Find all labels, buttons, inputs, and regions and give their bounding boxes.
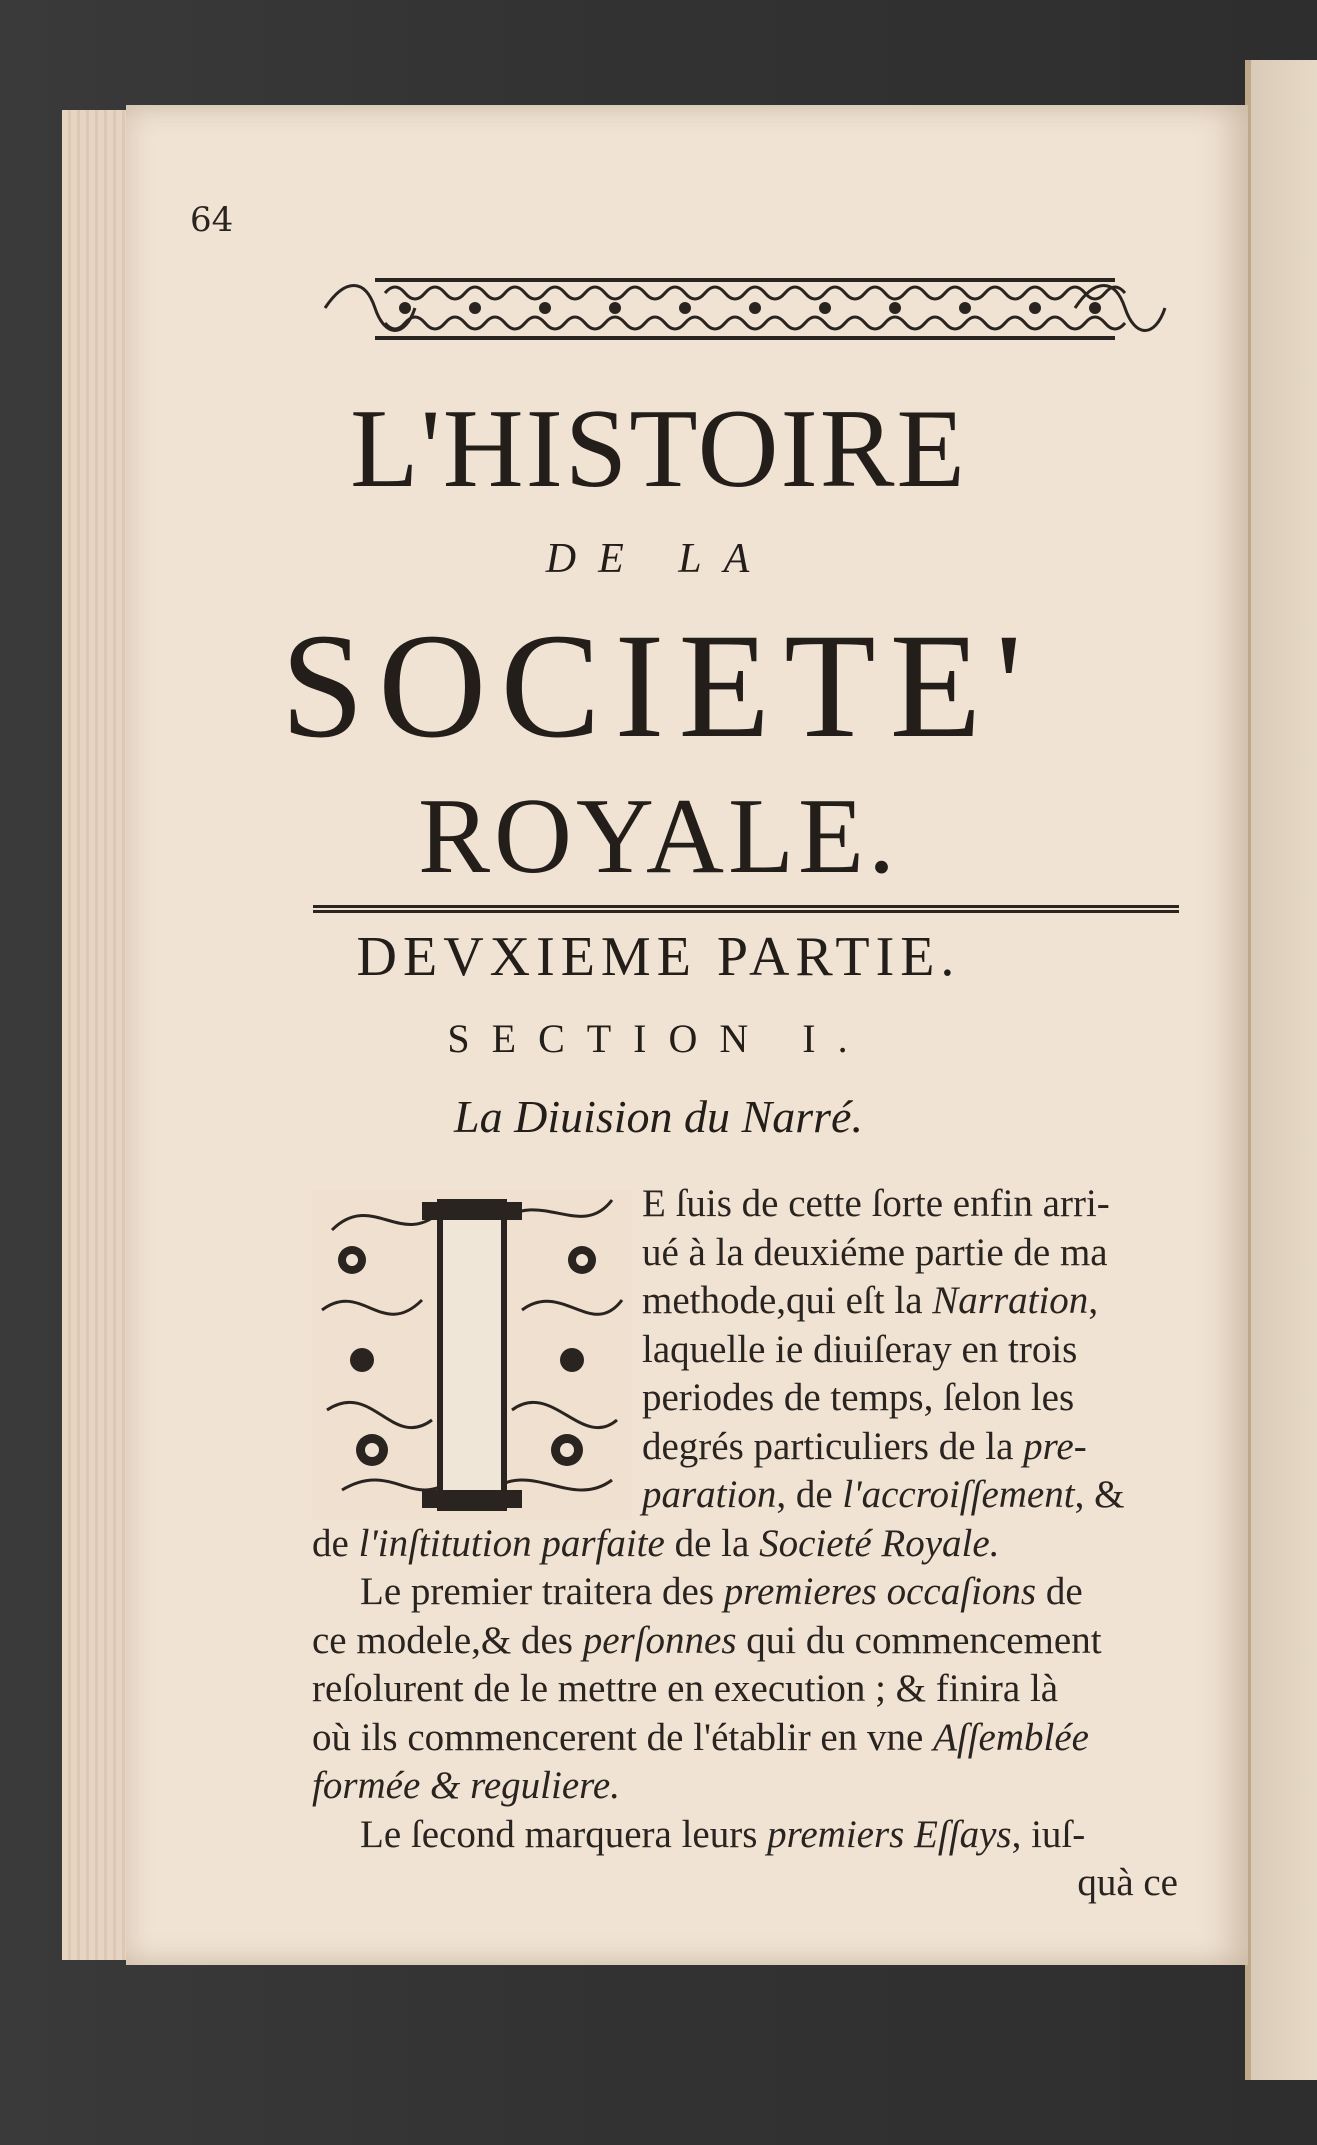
part-heading: DEVXIEME PARTIE. (356, 926, 961, 988)
section-title: La Diuision du Narré. (454, 1091, 863, 1142)
text-line: degrés particuliers de la pre- (642, 1424, 1087, 1468)
title-line-royale: ROYALE. (418, 777, 899, 896)
title-line-de-la: DE LA (545, 536, 772, 582)
text-line: laquelle ie diuiſeray en trois (642, 1327, 1078, 1371)
page-number: 64 (190, 200, 234, 240)
floral-headpiece-icon (315, 268, 1175, 350)
text-line: reſolurent de le mettre en execution ; & finira là (312, 1667, 1059, 1710)
text-line: ué à la deuxiéme partie de ma (642, 1230, 1108, 1274)
text-line: E ſuis de cette ſorte enfin arri- (642, 1182, 1110, 1225)
double-rule-divider (313, 905, 1179, 913)
facing-page-edge (1245, 60, 1317, 2080)
text-line: formée & reguliere. (312, 1764, 620, 1807)
text-line: où ils commencerent de l'établir en vne Aſſemblée (312, 1715, 1089, 1759)
section-heading: SECTION I. (447, 1016, 870, 1061)
text-line: periodes de temps, ſelon les (642, 1376, 1075, 1419)
text-line: methode,qui eſt la Narration, (642, 1279, 1099, 1322)
body-text (312, 1180, 1178, 1908)
title-line-histoire: L'HISTOIRE (350, 387, 967, 511)
text-line: paration, de l'accroiſſement, & (642, 1473, 1125, 1516)
text-line: ce modele,& des perſonnes qui du commencement (312, 1618, 1102, 1662)
text-line: de l'inſtitution parfaite de la Societé Royale. (312, 1521, 1000, 1565)
title-line-societe: SOCIETE' (280, 603, 1037, 769)
text-line: Le premier traitera des premieres occaſions de (360, 1570, 1083, 1613)
text-line: Le ſecond marquera leurs premiers Eſſays, iuſ- (360, 1812, 1086, 1856)
catchword: quà ce (1077, 1861, 1178, 1904)
